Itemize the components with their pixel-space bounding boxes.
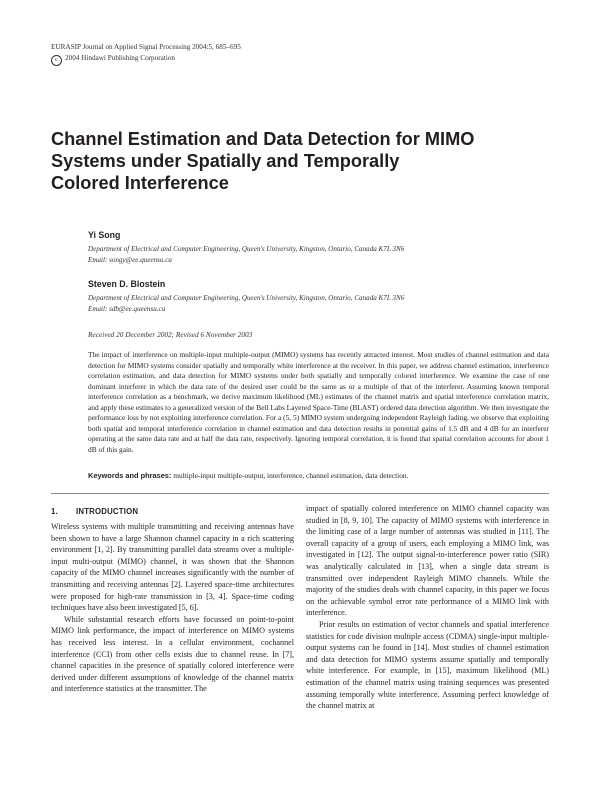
paragraph: impact of spatially colored interference on MIMO channel capacity was studied in [8, 9, 10]. The capacity of MIMO systems with interference in the limiting case of a large number of antennas was studied in [11]. The overall capacity of a group of users, each employing a MIMO link, was investigated in [12]. The output signal-to-interference power ratio (SIR) was analytically calculated in [13], when a single data stream is transmitted over independent Rayleigh MIMO channels. While the majority of the studies deals with channel capacity, in this paper we focus on the achievable symbol error rate performance of a MIMO link with interference. — [306, 504, 549, 618]
paragraph: Prior results on estimation of vector channels and spatial interference statistics for code division multiple access (CDMA) single-input multiple-output systems can be found in [14]. Most studies of channel estimation and data detection for MIMO systems assume spatially and temporally white interference. For example, in [15], maximum likelihood (ML) estimation of the channel matrix using training sequences was presented assuming temporally white interference. Assuming perfect knowledge of the channel matrix at — [306, 619, 549, 711]
received-dates: Received 20 December 2002; Revised 6 November 2003 — [88, 330, 253, 339]
title-line: Systems under Spatially and Temporally — [51, 151, 400, 171]
paper-title — [51, 128, 551, 194]
section-heading — [51, 507, 138, 516]
author-name: Yi Song — [88, 230, 121, 240]
left-column — [51, 521, 294, 695]
section-title: INTRODUCTION — [76, 507, 139, 516]
author-affiliation: Department of Electrical and Computer Engineering, Queen's University, Kingston, Ontario, Canada K7L 3N6 — [88, 245, 405, 253]
author-affiliation: Department of Electrical and Computer Engineering, Queen's University, Kingston, Ontario, Canada K7L 3N6 — [88, 294, 405, 302]
copyright-line — [51, 53, 241, 66]
paragraph: Wireless systems with multiple transmitting and receiving antennas have been shown to have a large Shannon channel capacity in a rich scattering environment [1, 2]. By transmitting parallel data streams over a multiple-input multi-output (MIMO) channel, it was shown that the Shannon capacity of the MIMO channel increases significantly with the number of transmitting and receiving antennas [2]. Layered space-time architectures were proposed for high-rate transmission in [3, 4]. Space-time coding techniques have also been investigated [5, 6]. — [51, 522, 294, 613]
author-email[interactable]: Email: sdb@ee.queensu.ca — [88, 305, 166, 313]
copyright-text: 2004 Hindawi Publishing Corporation — [65, 53, 176, 62]
author-name: Steven D. Blostein — [88, 279, 166, 289]
journal-header — [51, 42, 241, 66]
keywords-label: Keywords and phrases: — [88, 471, 172, 480]
title-line: Colored Interference — [51, 173, 229, 193]
keywords — [88, 471, 549, 482]
title-line: Channel Estimation and Data Detection for MIMO — [51, 129, 475, 149]
journal-citation: EURASIP Journal on Applied Signal Processing 2004:5, 685–695 — [51, 43, 241, 51]
keywords-text: multiple-input multiple-output, interference, channel estimation, data detection. — [173, 471, 409, 480]
section-number: 1. — [51, 507, 58, 516]
copyright-icon: c — [51, 55, 62, 66]
right-column — [306, 503, 549, 712]
abstract: The impact of interference on multiple-input multiple-output (MIMO) systems has recently attracted interest. Most studies of channel estimation and data detection for MIMO systems consider spatially and temporally white interference at the receiver. In this paper, we address channel estimation, interference correlation estimation, and data detection for MIMO systems under both spatially and temporally colored interference. We examine the case of one dominant interferer in which the data rate of the desired user could be the same as or a multiple of that of the interferer. Assuming known temporal interference correlation as a benchmark, we derive maximum likelihood (ML) estimates of the channel matrix and spatial interference correlation matrix, and apply these estimates to a generalized version of the Bell Labs Layered Space-Time (BLAST) ordered data detection algorithm. We then investigate the performance loss by not exploiting interference correlation. For a (5, 5) MIMO system undergoing independent Rayleigh fading, we observe that exploiting both spatial and temporal interference correlation in channel estimation and data detection results in potential gains of 1.5 dB and 4 dB for an interferer operating at the same data rate and at half the data rate, respectively. Ignoring temporal correlation, it is found that spatial correlation accounts for about 1 dB of this gain. — [88, 350, 549, 454]
paragraph: While substantial research efforts have focussed on point-to-point MIMO link performance, the impact of interference on MIMO systems has received less interest. In a cellular environment, cochannel interference (CCI) from other cells exists due to channel reuse. In [7], channel capacities in the presence of spatially colored interference were derived under different assumptions of knowledge of the channel matrix and interference statistics at the transmitter. The — [51, 614, 294, 694]
section-divider — [51, 493, 549, 494]
author-email[interactable]: Email: songy@ee.queensu.ca — [88, 256, 172, 264]
